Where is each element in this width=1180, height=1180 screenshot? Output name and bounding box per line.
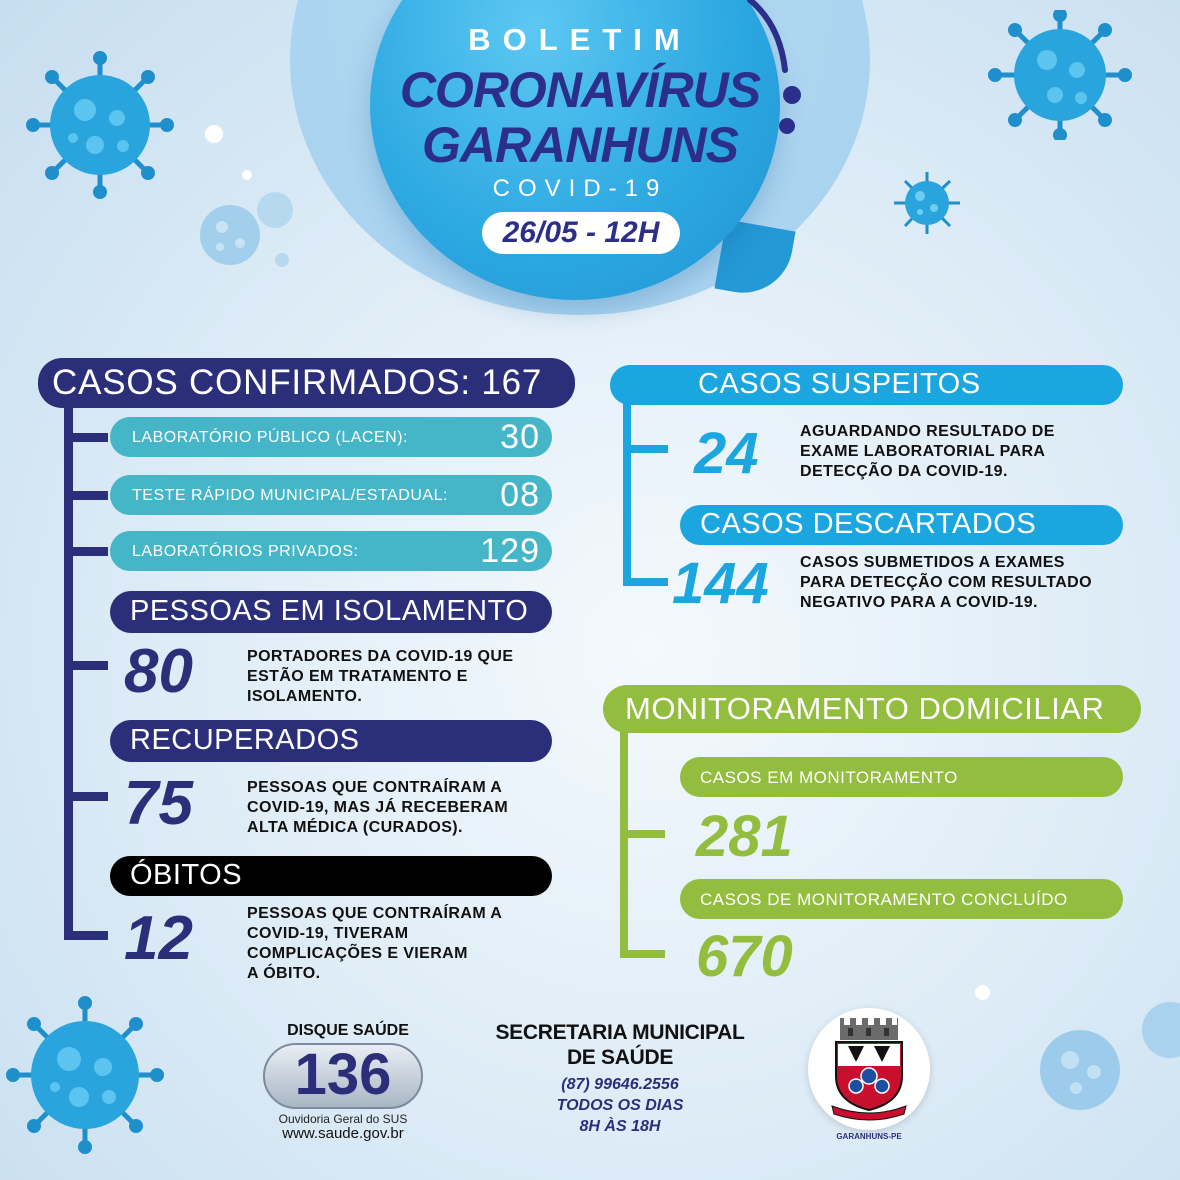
secretaria-days: TODOS OS DIAS	[556, 1097, 684, 1114]
privados-pill	[110, 531, 552, 571]
teste-rapido-value: 08	[500, 476, 540, 514]
connector-tick	[64, 547, 108, 556]
header-title-line1: CORONAVÍRUS	[399, 62, 761, 118]
bubble-particle	[242, 170, 252, 180]
disque-saude-number: 136	[294, 1042, 392, 1107]
isolamento-description: PORTADORES DA COVID-19 QUE ESTÃO EM TRATAMENTO E ISOLAMENTO.	[247, 648, 514, 705]
virus-icon	[985, 10, 1135, 140]
connector-tick	[623, 445, 668, 453]
lacen-pill	[110, 417, 552, 457]
suspeitos-description: AGUARDANDO RESULTADO DE EXAME LABORATORIAL PARA DETECÇÃO DA COVID-19.	[800, 423, 1055, 480]
obitos-value: 12	[124, 904, 193, 973]
virus-icon	[1140, 990, 1180, 1070]
virus-icon	[190, 185, 300, 275]
connector-tick	[623, 578, 668, 586]
connector-line	[620, 728, 628, 958]
descartados-description: CASOS SUBMETIDOS A EXAMES PARA DETECÇÃO COM RESULTADO NEGATIVO PARA A COVID-19.	[800, 554, 1092, 611]
concluido-label: CASOS DE MONITORAMENTO CONCLUÍDO	[700, 890, 1068, 909]
descartados-value: 144	[672, 551, 769, 616]
connector-tick	[64, 491, 108, 500]
header-date: 26/05 - 12H	[482, 212, 680, 254]
virus-icon	[25, 50, 175, 200]
obitos-label: ÓBITOS	[130, 859, 243, 891]
connector-tick	[620, 830, 665, 838]
em-monitoramento-value: 281	[696, 804, 793, 869]
privados-value: 129	[480, 532, 540, 570]
connector-line	[623, 400, 631, 585]
recuperados-description: PESSOAS QUE CONTRAÍRAM A COVID-19, MAS JÁ RECEBERAM ALTA MÉDICA (CURADOS).	[247, 779, 509, 836]
header-boletim: BOLETIM	[468, 22, 692, 57]
bubble-particle	[205, 125, 223, 143]
connector-tick	[64, 931, 108, 940]
ouvidoria-text: Ouvidoria Geral do SUS	[278, 1112, 408, 1126]
obitos-pill	[110, 856, 552, 896]
city-crest-icon	[826, 1014, 912, 1122]
confirmados-label: CASOS CONFIRMADOS: 167	[52, 363, 543, 402]
isolamento-label: PESSOAS EM ISOLAMENTO	[130, 595, 529, 627]
secretaria-phone: (87) 99646.2556	[561, 1076, 679, 1093]
secretaria-title: SECRETARIA MUNICIPAL DE SAÚDE	[495, 1021, 745, 1069]
teste-rapido-label: TESTE RÁPIDO MUNICIPAL/ESTADUAL:	[132, 487, 448, 504]
secretaria-hours: 8H ÀS 18H	[579, 1118, 661, 1135]
connector-tick	[64, 661, 108, 670]
suspeitos-label: CASOS SUSPEITOS	[698, 368, 981, 400]
header-subtitle: COVID-19	[492, 175, 668, 202]
em-monitoramento-label: CASOS EM MONITORAMENTO	[700, 768, 958, 787]
privados-label: LABORATÓRIOS PRIVADOS:	[132, 543, 359, 560]
bubble-dot	[779, 118, 795, 134]
isolamento-pill	[110, 591, 552, 633]
confirmados-pill	[38, 358, 575, 408]
connector-tick	[64, 433, 108, 442]
bubble-particle	[975, 985, 990, 1000]
virus-icon	[890, 168, 965, 238]
concluido-value: 670	[696, 924, 793, 989]
bubble-dot	[783, 86, 801, 104]
lacen-value: 30	[500, 418, 540, 456]
suspeitos-pill	[610, 365, 1123, 405]
lacen-label: LABORATÓRIO PÚBLICO (LACEN):	[132, 429, 408, 446]
virus-icon	[5, 995, 165, 1155]
concluido-pill	[680, 879, 1123, 919]
recuperados-label: RECUPERADOS	[130, 724, 360, 756]
recuperados-value: 75	[124, 769, 193, 838]
monitoramento-label: MONITORAMENTO DOMICILIAR	[625, 691, 1105, 726]
teste-rapido-pill	[110, 475, 552, 515]
obitos-description: PESSOAS QUE CONTRAÍRAM A COVID-19, TIVERAM COMPLICAÇÕES E VIERAM A ÓBITO.	[247, 905, 503, 982]
connector-tick	[64, 792, 108, 801]
recuperados-pill	[110, 720, 552, 762]
monitoramento-pill	[603, 685, 1141, 733]
descartados-pill	[680, 505, 1123, 545]
logo-caption: GARANHUNS-PE	[836, 1132, 902, 1141]
disque-saude-title: DISQUE SAÚDE	[287, 1022, 409, 1039]
descartados-label: CASOS DESCARTADOS	[700, 508, 1037, 540]
isolamento-value: 80	[124, 637, 193, 706]
suspeitos-value: 24	[694, 421, 759, 486]
header-title-line2: GARANHUNS	[422, 117, 738, 173]
connector-tick	[620, 950, 665, 958]
em-monitoramento-pill	[680, 757, 1123, 797]
saude-website: www.saude.gov.br	[282, 1125, 404, 1142]
virus-icon	[1030, 1020, 1140, 1120]
